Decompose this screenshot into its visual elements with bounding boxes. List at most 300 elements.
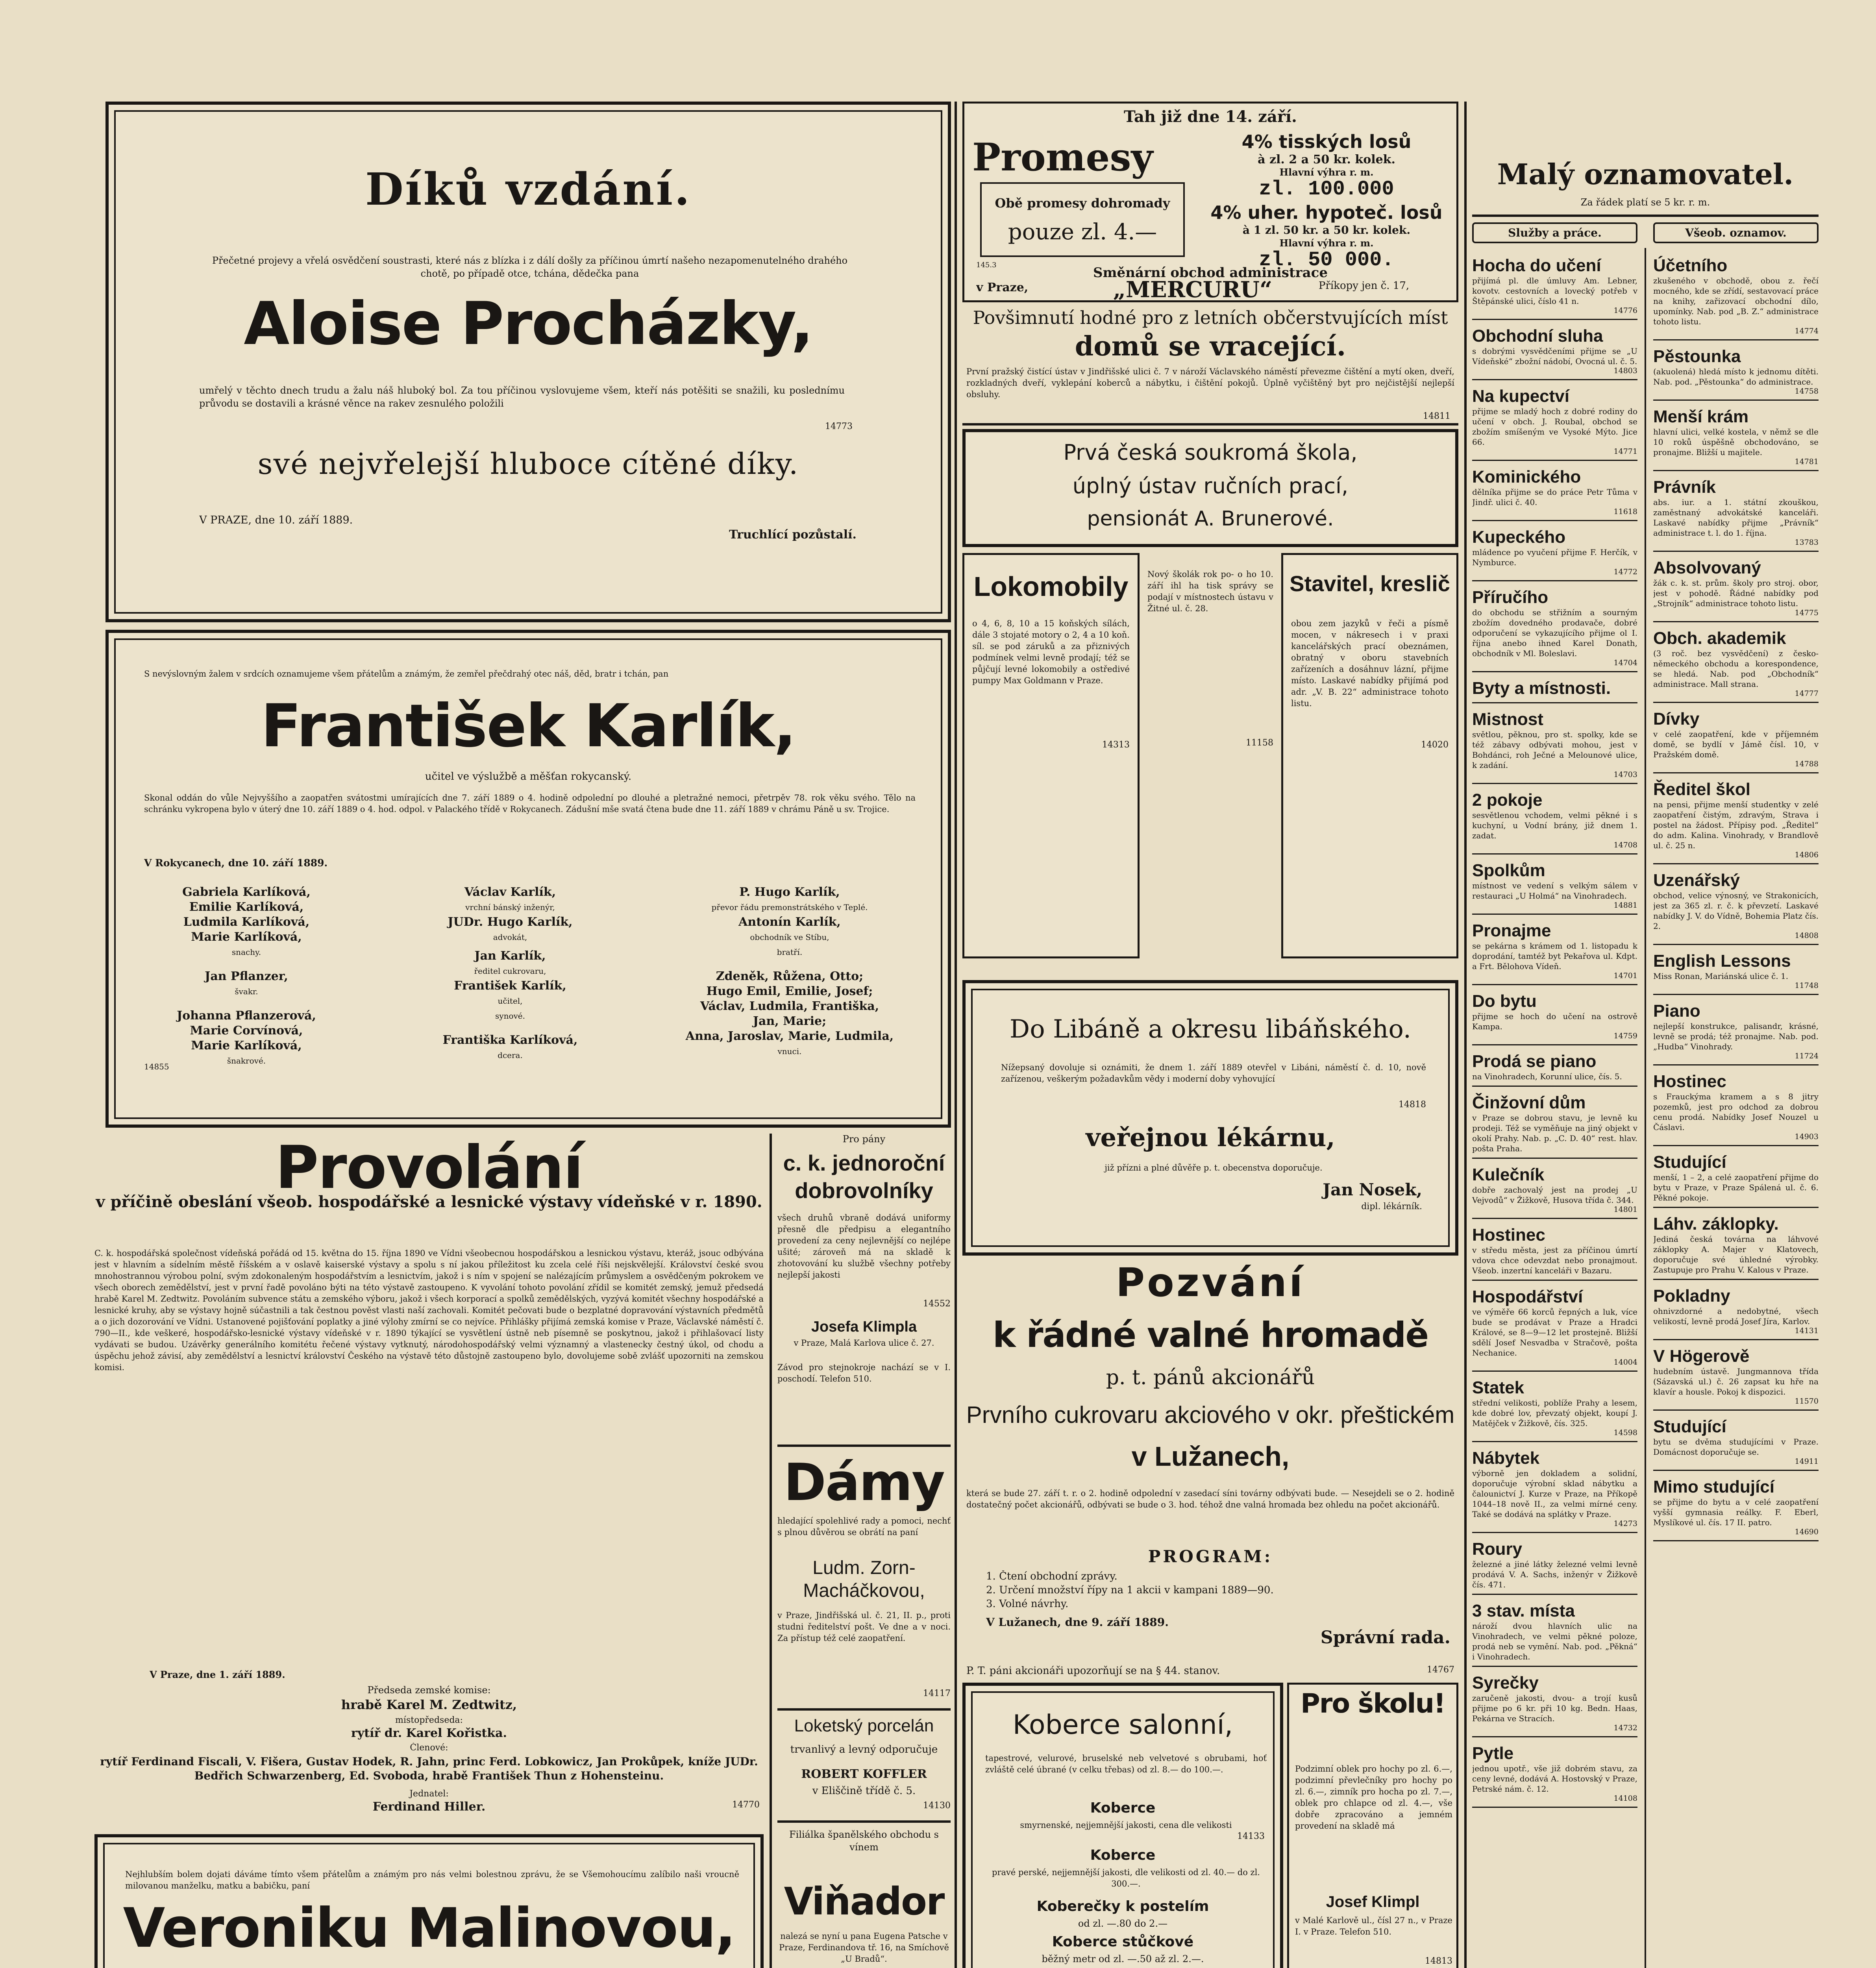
classified-text: žák c. k. st. prům. školy pro stroj. obor, jest v pohodě. Řádné nabídky pod „Strojník“ administrace tohoto listu. bbox=[1653, 578, 1819, 608]
classified-number: 14776 bbox=[1613, 306, 1637, 315]
proclamation-vice-label: místopředseda: bbox=[395, 1715, 463, 1725]
sig: Zdeněk, Růžena, Otto; bbox=[716, 969, 864, 983]
classified-ad bbox=[1472, 861, 1637, 915]
promesy-line6: à 1 zl. 50 kr. a 50 kr. kolek. bbox=[1242, 224, 1411, 237]
classified-text: s dobrými vysvědčeními přijme se „U Vídeňské“ zbožní nádobí, Ovocná ul. č. 5. bbox=[1472, 346, 1637, 366]
classified-number: 14758 bbox=[1795, 387, 1819, 396]
for-school-name: Josef Klimpl bbox=[1326, 1893, 1420, 1911]
thanks-place-date: V PRAZE, dne 10. září 1889. bbox=[199, 514, 353, 526]
classified-heading: Kupeckého bbox=[1472, 527, 1566, 547]
classified-heading: Syrečky bbox=[1472, 1673, 1539, 1692]
classified-number: 14774 bbox=[1795, 327, 1819, 335]
thanks-deceased-name: Aloise Procházky, bbox=[244, 290, 813, 358]
classified-heading: Obchodní sluha bbox=[1472, 326, 1603, 346]
classified-text: dobře zachovalý jest na prodej „U Vejvodů“ v Žižkově, Husova třída č. 344. bbox=[1472, 1185, 1637, 1205]
thanks-signature: Truchlící pozůstalí. bbox=[729, 528, 857, 542]
ad-porcelain bbox=[777, 1716, 951, 1818]
promesy-price: pouze zl. 4.— bbox=[1008, 219, 1157, 245]
sig: Hugo Emil, Emilie, Josef; bbox=[706, 984, 873, 998]
classified-text: zkušeného v obchodě, obou z. řečí mocného, kde se zřídí, sestavovací práce na knihy, zařizovací obchodní dílo, upomínky. Nab. pod „B. Z.“ administrace tohoto listu. bbox=[1653, 276, 1819, 326]
classified-heading: Hospodářství bbox=[1472, 1287, 1583, 1306]
vinador-top: Filiálka španělského obchodu s vínem bbox=[789, 1829, 939, 1853]
invitation-item-3: 3. Volné návrhy. bbox=[986, 1598, 1069, 1610]
sig: advokát, bbox=[493, 932, 527, 942]
classified-text: mládence po vyučení přijme F. Herčík, v Nymburce. bbox=[1472, 547, 1637, 567]
invitation-item-1: 1. Čtení obchodní zprávy. bbox=[986, 1570, 1117, 1582]
proclamation-number: 14770 bbox=[732, 1800, 760, 1810]
classified-text: sesvětlenou vchodem, velmi pěkné i s kuchyní, u Vodní brány, již dnem 1. zadat. bbox=[1472, 810, 1637, 840]
classified-number: 13783 bbox=[1795, 538, 1819, 547]
classified-text: výborně jen dokladem a solidní, doporučuje výrobní sklad nábytku a čalounictví J. Kurze v Praze, na Příkopě 1044–18 nově II., za velmi mírné ceny. Také se dodává na splátky v Praze. bbox=[1472, 1469, 1637, 1519]
for-school-number: 14813 bbox=[1425, 1956, 1452, 1966]
classified-ad bbox=[1653, 407, 1819, 471]
classified-number: 14881 bbox=[1613, 901, 1637, 910]
invitation-title: Pozvání bbox=[1116, 1260, 1305, 1306]
divider bbox=[777, 1445, 951, 1447]
ladies-address: v Praze, Jindřišská ul. č. 21, II. p., proti studni ředitelství pošt. Ve dne a v noci. Za přístup též celé zaopatření. bbox=[777, 1611, 951, 1643]
classified-number: 11724 bbox=[1795, 1052, 1819, 1060]
classifieds-subtitle: Za řádek platí se 5 kr. r. m. bbox=[1580, 197, 1710, 208]
proclamation-secretary: Ferdinand Hiller. bbox=[372, 1800, 486, 1814]
classified-heading: 3 stav. místa bbox=[1472, 1601, 1575, 1620]
classified-ad bbox=[1472, 387, 1637, 461]
sig: učitel, bbox=[498, 996, 523, 1006]
classified-ad bbox=[1472, 527, 1637, 581]
sig: Václav, Ludmila, Františka, bbox=[700, 999, 879, 1013]
classifieds-column-left bbox=[1472, 256, 1637, 1814]
thanks-body: umřelý v těchto dnech trudu a žalu náš hluboký bol. Za tou příčinou vyslovujeme všem, kteří nás potěšiti se snažili, ku poslednímu průvodu se dostavili a krásné věnce na rakev zesnulého položili bbox=[199, 385, 845, 409]
classified-ad bbox=[1653, 1347, 1819, 1411]
promesy-line2: à zl. 2 a 50 kr. kolek. bbox=[1258, 153, 1395, 166]
carpets-k3: Koberečky k postelím bbox=[1036, 1898, 1209, 1914]
classified-number: 14273 bbox=[1613, 1519, 1637, 1528]
builder-title: Stavitel, kreslič bbox=[1290, 571, 1450, 596]
invitation-addressees: p. t. pánů akcionářů bbox=[1106, 1366, 1315, 1389]
classified-number: 14004 bbox=[1613, 1358, 1637, 1367]
classified-heading: Mimo studující bbox=[1653, 1477, 1774, 1496]
classified-ad bbox=[1472, 1378, 1637, 1442]
ad-promesy bbox=[962, 102, 1458, 302]
sig: Marie Karlíková, bbox=[191, 930, 302, 944]
classified-heading: Právník bbox=[1653, 477, 1716, 497]
classified-heading: Dívky bbox=[1653, 709, 1700, 729]
promesy-code: 145.3 bbox=[976, 261, 997, 269]
invitation-subtitle: k řádné valné hromadě bbox=[992, 1315, 1428, 1355]
classified-number: 14598 bbox=[1613, 1428, 1637, 1437]
classified-heading: Ředitel škol bbox=[1653, 780, 1750, 799]
porcelain-address: v Eliščině třídě č. 5. bbox=[812, 1785, 916, 1797]
volunteers-body: všech druhů vbraně dodává uniformy přesně dle předpisu a elegantního provedení za ceny nejlevnější co nejlépe ušité; zároveň má na skladě k zhotovování ku službě všechny potřeby nejlepší jakosti bbox=[777, 1213, 951, 1280]
classified-text: na Vinohradech, Korunní ulice, čís. 5. bbox=[1472, 1072, 1622, 1081]
classified-text: na pensi, přijme menší studentky v zelé zaopatření čistým, zdravým, Strava i postel na žádost. Přípisy pod. „Ředitel“ do adm. Kalina. Vinohrady, v Brandlově ul. č. 25 n. bbox=[1653, 800, 1819, 850]
divider bbox=[962, 423, 1458, 425]
classified-ad bbox=[1472, 1601, 1637, 1667]
classified-heading: Mistnost bbox=[1472, 710, 1543, 729]
school-line1: Prvá česká soukromá škola, bbox=[1063, 440, 1358, 465]
classified-heading: Pronajme bbox=[1472, 921, 1551, 940]
promesy-title: Promesy bbox=[972, 135, 1153, 179]
sig: dcera. bbox=[498, 1051, 523, 1060]
classified-ad bbox=[1472, 790, 1637, 855]
classified-number: 14777 bbox=[1795, 689, 1819, 698]
classified-ad bbox=[1653, 1417, 1819, 1471]
carpets-b2: pravé perské, nejjemnější jakosti, dle velikosti od zl. 40.— do zl. 300.—. bbox=[992, 1868, 1260, 1888]
builder-body: obou zem jazyků v řeči a písmě mocen, v nákresech i v praxi kancelářských prací obeznámen, obratný v oboru stavebních zařízeních a dosáhnuv lázní, přijme místo. Laskavé nabídky přijímá pod adr. „V. B. 22“ administrace tohoto listu. bbox=[1291, 619, 1449, 708]
classified-heading: Obch. akademik bbox=[1653, 629, 1786, 648]
classified-ad bbox=[1653, 347, 1819, 401]
classified-ad bbox=[1653, 1477, 1819, 1541]
classified-text: (3 roč. bez vysvědčení) z česko-německého obchodu a korespondence, se hledá. Nab. pod „Obchodník“ administrace. Mall strana. bbox=[1653, 649, 1819, 689]
sig: šnakrové. bbox=[227, 1056, 266, 1065]
classified-ad bbox=[1472, 1673, 1637, 1737]
classified-heading: Studující bbox=[1653, 1152, 1726, 1172]
classified-ad bbox=[1472, 256, 1637, 320]
classified-number: 14708 bbox=[1613, 841, 1637, 849]
invitation-signature: Správní rada. bbox=[1320, 1628, 1450, 1648]
classified-number: 14903 bbox=[1795, 1132, 1819, 1141]
volunteers-footer: Závod pro stejnokroje nachází se v I. poschodí. Telefon 510. bbox=[777, 1363, 951, 1384]
sig: Marie Karlíková, bbox=[191, 1039, 302, 1052]
classified-ad bbox=[1653, 951, 1819, 995]
classified-text: místnost ve vedení s velkým sálem v restauraci „U Holmá“ na Vinohradech. bbox=[1472, 881, 1637, 901]
classified-heading: Uzenářský bbox=[1653, 871, 1740, 890]
classified-ad bbox=[1653, 1286, 1819, 1340]
sig: snachy. bbox=[231, 947, 261, 957]
divider bbox=[1472, 215, 1819, 217]
sig: ředitel cukrovaru, bbox=[474, 966, 546, 976]
classified-ad bbox=[1653, 780, 1819, 864]
classified-text: se přijme do bytu a v celé zaopatření vyšší gymnasia reálky. F. Eberl, Myslíkové ul. čís. 17 II. patro. bbox=[1653, 1497, 1819, 1527]
invitation-place: V Lužanech, dne 9. září 1889. bbox=[986, 1616, 1169, 1629]
karlik-name: František Karlík, bbox=[261, 692, 796, 760]
builder-number: 14020 bbox=[1421, 740, 1449, 750]
sig: vnuci. bbox=[777, 1047, 802, 1056]
school-line2: úplný ústav ručních prací, bbox=[1072, 474, 1349, 498]
malinova-name: Veroniku Malinovou, bbox=[123, 1896, 735, 1960]
pharmacy-big: veřejnou lékárnu, bbox=[1086, 1123, 1335, 1152]
student-body: Nový školák rok po- o ho 10. září ihl ha tisk správy se podají v místnostech ústavu v Žitné ul. č. 28. bbox=[1147, 570, 1273, 613]
student-number: 11158 bbox=[1246, 738, 1273, 748]
classified-number: 14759 bbox=[1613, 1032, 1637, 1040]
announcement-thanks-prochazka bbox=[105, 102, 951, 622]
classified-number: 11748 bbox=[1795, 981, 1819, 990]
classified-text: železné a jiné látky železné velmi levně prodává V. A. Sachs, inženýr v Žižkově čís. 471. bbox=[1472, 1559, 1637, 1589]
karlik-number: 14855 bbox=[144, 1062, 169, 1071]
promesy-price-box bbox=[980, 182, 1185, 257]
promesy-line1: 4% tisských losů bbox=[1241, 131, 1412, 152]
ad-ladies-1 bbox=[777, 1452, 951, 1704]
classified-text: obchod, velice výnosný, ve Strakonicích, jest za 365 zl. r. č. k převzetí. Laskavé nabídky J. V. do Vídně, Bohemia Platz čís. 2. bbox=[1653, 891, 1819, 931]
classified-ad bbox=[1653, 871, 1819, 945]
classified-ad bbox=[1472, 1093, 1637, 1159]
proclamation-secretary-label: Jednatel: bbox=[409, 1789, 449, 1799]
obituary-karlik bbox=[105, 630, 951, 1128]
classified-ad bbox=[1472, 1225, 1637, 1281]
locomobiles-title: Lokomobily bbox=[973, 571, 1129, 602]
for-school-body: Podzimní oblek pro hochy po zl. 6.—, podzimní převlečníky pro hochy po zl. 6.—, zimník pro hocha po zl. 7.—, oblek pro chlapce od zl. 4.—, vše dobře zpracováno a jemném provedení na skladě má bbox=[1295, 1764, 1452, 1831]
promesy-line5: 4% uher. hypoteč. losů bbox=[1210, 202, 1443, 223]
classified-ad bbox=[1653, 1214, 1819, 1280]
classifieds-tab-services: Služby a práce. bbox=[1472, 222, 1637, 243]
ad-pharmacy-libane bbox=[962, 980, 1458, 1256]
classified-number: 11618 bbox=[1613, 507, 1637, 516]
ad-new-student bbox=[1143, 553, 1277, 958]
classified-ad bbox=[1653, 1072, 1819, 1146]
classified-number: 11570 bbox=[1795, 1397, 1819, 1406]
carpets-number: 14133 bbox=[1237, 1831, 1265, 1841]
classified-ad bbox=[1472, 467, 1637, 521]
cleaning-number: 14811 bbox=[1423, 411, 1450, 421]
invitation-body: která se bude 27. září t. r. o 2. hodině odpolední v zasedací síni továrny odbývati bude. — Nesejdeli se o 2. hodině dostatečný počet akcionářů, odbývati se bude o 3. hod. téhož dne valná hromada bez ohledu na počet akcionářů. bbox=[966, 1489, 1454, 1509]
invitation-footer: P. T. páni akcionáři upozorňují se na § 44. stanov. bbox=[966, 1665, 1220, 1677]
ad-volunteers bbox=[777, 1134, 951, 1441]
ladies-body: hledající spolehlivé rady a pomoci, nechť s plnou důvěrou se obrátí na paní bbox=[777, 1516, 951, 1537]
classified-text: Jediná česká továrna na láhvové záklopky A. Majer v Klatovech, doporučuje své úhledné výrobky. Zastupuje pro Prahu V. Kalous v Praze. bbox=[1653, 1234, 1819, 1274]
classified-text: hlavní ulici, velké kostela, v němž se dle 10 roků úspěšně obchodováno, se pronajme. Bližší u majitele. bbox=[1653, 427, 1819, 457]
promesy-line3: Hlavní výhra r. m. bbox=[1279, 166, 1374, 178]
classified-number: 14806 bbox=[1795, 851, 1819, 859]
proclamation-vice: rytíř dr. Karel Kořistka. bbox=[351, 1726, 507, 1740]
classified-number: 14772 bbox=[1613, 568, 1637, 576]
karlik-signatories-1 bbox=[144, 885, 349, 1068]
classified-heading: Roury bbox=[1472, 1539, 1523, 1559]
cleaning-title: Povšimnutí hodné pro z letních občerstvujících míst bbox=[973, 307, 1448, 328]
proclamation-body: C. k. hospodářská společnost vídeňská pořádá od 15. května do 15. října 1890 ve Vídni všeobecnou hospodářskou a lesnickou výstavu, kteráž, jsouc odbývána jest v hlavním a sídelním městě říšském a v oslavě kaiserské výstavy a spolu s ní jakou příležitost ku zcela celé říši nejskvělejší. Království české svou mnohostrannou výrobou polní, svým zdokonaleným hospodářstvím a lesnictvím, jakož i s ním v spojení se nalézajícím průmyslem a osvědčeným pokrokem ve všech oborech zemědělství, jest v první řadě povoláno býti na této výstavě zastoupeno. K vyvolání tohoto povolání zřídil se komitét zemský, jemuž předsedá hrabě Karel M. Zedtwitz. Povoláním subvence státu a zemského výboru, jakož i všech korporací a spolků zemědělských, vyzývá komitét všechny hospodářské a lesnické kruhy, aby se výstavy hojně súčastnili a tak čestnou pověst vlasti naší zachovali. Komitét pečovati bude o bezplatné dopravování výstavních předmětů a o jich dozorování ve Vídni. Ustanovené pojišťování poplatky a jiné výlohy zmírní se co nejvíce. Přihlášky přijímá zemská komise v Praze, Václavské náměstí č. 790—II., kde veškeré, hospodářsko-lesnické výstavy vídeňské v r. 1890 týkající se vysvětlení ústně neb písemně se poskytnou, jakož i přihlašovací listy vydávati se budou. Uzávěrky generálního komitétu řečené výstavy vytknutý, národohospodářský velmi významný a vlastenecky čestný úkol, od chodu a úspěchu jehož závisí, aby zemědělství a lesnictví království Českého na výstavě této důstojně zastoupeno bylo, dovolujeme sobě zvlášť upozorniti na zemskou komisi. bbox=[94, 1248, 764, 1372]
classified-text: zaručeně jakosti, dvou- a trojí kusů přijme po 6 kr. při 10 kg. Bedn. Haas, Pekárna ve Stracích. bbox=[1472, 1693, 1637, 1723]
proclamation-president: hrabě Karel M. Zedtwitz, bbox=[341, 1697, 517, 1712]
porcelain-number: 14130 bbox=[923, 1801, 951, 1811]
classified-number: 14803 bbox=[1613, 366, 1637, 375]
classified-ad bbox=[1653, 558, 1819, 622]
classified-text: do obchodu se střižním a sourným zbožím dovedného prodavače, dobré odporučení se vykazujícího přijme ol I. října anebo ihned Karel Donath, obchodník v Ml. Boleslavi. bbox=[1472, 608, 1637, 658]
classified-text: v středu města, jest za příčinou úmrtí vdova chce odevzdat nebo pronajmout. Všeob. inzertní kanceláři v Bazaru. bbox=[1472, 1245, 1637, 1275]
promesy-city: v Praze, bbox=[976, 281, 1029, 294]
classified-heading: Statek bbox=[1472, 1378, 1524, 1397]
pharmacy-footer: již přízni a plné důvěře p. t. obecenstva doporučuje. bbox=[1105, 1163, 1323, 1173]
cleaning-title2: domů se vracející. bbox=[1075, 331, 1346, 362]
karlik-signatories-2 bbox=[408, 885, 612, 1063]
classified-ad bbox=[1653, 629, 1819, 703]
school-line3: pensionát A. Brunerové. bbox=[1087, 507, 1334, 531]
classified-number: 14732 bbox=[1613, 1724, 1637, 1732]
classified-text: abs. iur. a 1. státní zkouškou, zaměstnaný advokátské kanceláři. Laskavé nabídky přijme „Právník“ administrace t. l. do 1. října. bbox=[1653, 498, 1819, 538]
pharmacy-signature: Jan Nosek, bbox=[1323, 1180, 1422, 1199]
sig: Jan Pflanzer, bbox=[205, 969, 288, 983]
proclamation bbox=[91, 1134, 768, 1818]
classified-ad bbox=[1472, 588, 1637, 672]
classified-heading: Pokladny bbox=[1653, 1286, 1730, 1306]
sig: P. Hugo Karlík, bbox=[739, 885, 840, 899]
invitation-number: 14767 bbox=[1427, 1665, 1454, 1675]
karlik-body: Skonal oddán do vůle Nejvyššího a zaopatřen svátostmi umírajících dne 7. září 1889 o 4. hodině odpolední po dlouhé a pletražné nemoci, přetrpěv 78. rok věku svého. Tělo na schránku vykropena bylo v úterý dne 10. září 1889 o 4. hod. odpol. v Palackého třídě v Rokycanech. Zádušní mše svatá čtena bude dne 11. září 1889 v chrámu Páně u sv. Trojice. bbox=[144, 793, 916, 814]
proclamation-title: Provolání bbox=[275, 1134, 583, 1202]
ad-for-school bbox=[1287, 1683, 1458, 1968]
proclamation-subtitle: v příčině obeslání všeob. hospodářské a lesnické výstavy vídeňské v r. 1890. bbox=[96, 1193, 762, 1211]
sig: synové. bbox=[495, 1011, 525, 1021]
classified-text: světlou, pěknou, pro st. spolky, kde se též zábavy odbývati mohou, jest v Bohdánci, roh Ječné a Melounové ulice, k zadání. bbox=[1472, 730, 1637, 770]
classified-ad bbox=[1472, 991, 1637, 1045]
sig: vrchní bánský inženýr, bbox=[465, 903, 555, 912]
classified-heading: Hostinec bbox=[1472, 1225, 1545, 1245]
classified-ad bbox=[1653, 1152, 1819, 1208]
promesy-top: Tah již dne 14. září. bbox=[1124, 107, 1297, 126]
thanks-title: Díků vzdání. bbox=[365, 164, 692, 215]
karlik-signatories-3 bbox=[652, 885, 927, 1059]
classified-ad bbox=[1653, 256, 1819, 340]
promesy-both: Obě promesy dohromady bbox=[995, 196, 1170, 211]
classified-heading: Na kupectví bbox=[1472, 387, 1569, 406]
carpets-b3: od zl. —.80 do 2.— bbox=[1078, 1918, 1168, 1929]
invitation-program: PROGRAM: bbox=[1148, 1547, 1273, 1566]
classified-ad bbox=[1472, 710, 1637, 784]
column-rule bbox=[770, 1134, 772, 1968]
classified-number: 14108 bbox=[1613, 1794, 1637, 1803]
volunteers-name: Josefa Klimpla bbox=[811, 1319, 917, 1335]
classified-ad bbox=[1472, 921, 1637, 985]
sig: František Karlík, bbox=[454, 979, 566, 993]
classified-heading: Činžovní dům bbox=[1472, 1093, 1586, 1112]
ad-locomobiles bbox=[962, 553, 1140, 958]
classified-heading: Menší krám bbox=[1653, 407, 1749, 426]
porcelain-body: trvanlivý a levný odporučuje bbox=[790, 1744, 938, 1755]
sig: Emilie Karlíková, bbox=[189, 900, 304, 914]
for-school-title: Pro školu! bbox=[1300, 1689, 1445, 1719]
promesy-line7: Hlavní výhra r. m. bbox=[1279, 237, 1374, 249]
carpets-b4: běžný metr od zl. —.50 až zl. 2.—. bbox=[1042, 1953, 1204, 1964]
classified-text: bytu se dvěma studujícími v Praze. Domácnost doporučuje se. bbox=[1653, 1437, 1819, 1457]
proclamation-place: V Praze, dne 1. září 1889. bbox=[150, 1669, 285, 1680]
classified-heading: 2 pokoje bbox=[1472, 790, 1543, 810]
classified-text: přijme se mladý hoch z dobré rodiny do učení v obch. J. Roubal, obchod se zbožím smíšeným ve Vysoké Mýto. Jice 66. bbox=[1472, 407, 1637, 447]
obituary-malinova bbox=[94, 1834, 764, 1968]
ad-carpets bbox=[962, 1683, 1283, 1968]
promesy-mercur: „MERCURU“ bbox=[1113, 277, 1273, 302]
classified-number: 14781 bbox=[1795, 457, 1819, 466]
pharmacy-title: Do Libáně a okresu libáňského. bbox=[1009, 1015, 1412, 1044]
carpets-k2: Koberce bbox=[1090, 1847, 1156, 1863]
sig: JUDr. Hugo Karlík, bbox=[448, 915, 573, 929]
classified-number: 14131 bbox=[1795, 1326, 1819, 1335]
divider bbox=[777, 1708, 951, 1711]
classified-ad bbox=[1472, 1287, 1637, 1372]
ad-school-brunerova bbox=[962, 429, 1458, 547]
for-school-address: v Malé Karlově ul., čísl 27 n., v Praze I. v Praze. Telefon 510. bbox=[1295, 1916, 1452, 1937]
classified-text: se pekárna s krámem od 1. listopadu k doprodání, tamtéž byt Pekařova ul. Kdpt. a Frt. Bělohova Vídeň. bbox=[1472, 941, 1637, 971]
locomobiles-number: 14313 bbox=[1102, 740, 1130, 750]
ladies-name: Ludm. Zorn-Macháčkovou, bbox=[803, 1557, 925, 1601]
volunteers-top: Pro pány bbox=[842, 1134, 886, 1145]
classified-heading: English Lessons bbox=[1653, 951, 1791, 971]
porcelain-title: Loketský porcelán bbox=[794, 1716, 934, 1735]
carpets-k1: Koberce bbox=[1090, 1800, 1156, 1816]
classified-ad bbox=[1653, 1001, 1819, 1065]
pharmacy-number: 14818 bbox=[1399, 1100, 1426, 1110]
classified-number: 14701 bbox=[1613, 971, 1637, 980]
classified-text: dělníka přijme se do práce Petr Tůma v Jindř. ulici č. 40. bbox=[1472, 487, 1637, 507]
classified-text: jednou upotř., vše již dobrém stavu, za ceny levné, dodává A. Hostovský v Praze, Petrské nám. č. 12. bbox=[1472, 1764, 1637, 1794]
ad-vinador bbox=[777, 1828, 951, 1968]
proclamation-members-label: Členové: bbox=[410, 1743, 448, 1753]
classified-text: nejlepší konstrukce, palisandr, krásné, levně se prodá; též pronajme. Nab. pod. „Hudba“ Vinohrady. bbox=[1653, 1021, 1819, 1051]
classified-heading: Absolvovaný bbox=[1653, 558, 1761, 577]
classified-heading: Prodá se piano bbox=[1472, 1052, 1597, 1071]
classified-ad bbox=[1472, 1448, 1637, 1533]
ad-builder bbox=[1281, 553, 1458, 958]
sig: Františka Karlíková, bbox=[442, 1033, 578, 1047]
column-rule bbox=[1464, 102, 1467, 1968]
locomobiles-body: o 4, 6, 8, 10 a 15 koňských sílách, dále 3 stojaté motory o 2, 4 a 10 koň. síl. se pod záruků a za přiznivých podmínek velmi levně prodají; též se půjčují levné lokomobily a ostředivé pumpy Max Goldmann v Praze. bbox=[972, 619, 1130, 685]
divider bbox=[777, 1820, 951, 1823]
promesy-line8: zl. 50 000. bbox=[1259, 248, 1394, 272]
ladies-number: 14117 bbox=[923, 1689, 951, 1698]
classified-number: 14788 bbox=[1795, 760, 1819, 768]
porcelain-name: ROBERT KOFFLER bbox=[801, 1767, 927, 1781]
classified-heading: Kominického bbox=[1472, 467, 1581, 486]
classified-text: nároží dvou hlavních ulic na Vinohradech, ve velmi pěkné poloze, prodá neb se vymění. Nab. pod. „Pěkná“ i Vinohradech. bbox=[1472, 1621, 1637, 1661]
classifieds-column-right bbox=[1653, 256, 1819, 1548]
sig: převor řádu premonstrátského v Teplé. bbox=[711, 903, 868, 912]
classified-ad bbox=[1653, 709, 1819, 773]
classified-text: Miss Ronan, Mariánská ulice č. 1. bbox=[1653, 971, 1789, 981]
proclamation-president-label: Předseda zemské komise: bbox=[367, 1685, 491, 1696]
classified-text: ohnivzdorné a nedobytné, všech velikostí, levně prodá Josef Jíra, Karlov. bbox=[1653, 1306, 1819, 1326]
classified-heading: Nábytek bbox=[1472, 1448, 1540, 1468]
classified-number: 14771 bbox=[1613, 447, 1637, 456]
column-rule bbox=[955, 102, 957, 1968]
volunteers-title: c. k. jednoroční dobrovolníky bbox=[783, 1150, 945, 1203]
karlik-place: V Rokycanech, dne 10. září 1889. bbox=[144, 857, 328, 869]
karlik-intro: S nevýslovným žalem v srdcích oznamujeme všem přátelům a známým, že zemřel přečdrahý otec náš, děd, bratr i tchán, pan bbox=[144, 669, 669, 679]
sig: bratří. bbox=[777, 947, 803, 957]
proclamation-members: rytíř Ferdinand Fiscali, V. Fišera, Gustav Hodek, R. Jahn, princ Ferd. Lobkowicz, Jan Prokůpek, kníže JUDr. Bedřich Schwarzenberg, Ed. Svoboda, hrabě František Thun z Hohensteinu. bbox=[100, 1755, 758, 1782]
carpets-body: tapestrové, velurové, bruselské neb velvetové s obrubami, hoť zvláště celé úbrané (v celku třebas) od zl. 8.— do 100.—. bbox=[985, 1753, 1267, 1774]
carpets-k4: Koberce stůčkové bbox=[1052, 1934, 1194, 1950]
volunteers-number: 14552 bbox=[923, 1299, 951, 1309]
classified-heading: Spolkům bbox=[1472, 861, 1545, 880]
classified-number: 14775 bbox=[1795, 609, 1819, 617]
classified-ad bbox=[1472, 1052, 1637, 1087]
cleaning-body: První pražský čistící ústav v Jindřišské ulici č. 7 v nároží Václavského náměstí převezme čištění a mytí oken, dveří, rozkladných dveří, vyklepání koberců a nábytku, i čištění pokojů. Úplně vyčištěný byt pro nejčistější nejlepší obsluhy. bbox=[966, 367, 1454, 399]
classified-number: 14808 bbox=[1795, 931, 1819, 940]
promesy-bank: Směnární obchod administrace bbox=[1093, 265, 1328, 281]
classifieds-title: Malý oznamovatel. bbox=[1497, 157, 1794, 191]
classifieds bbox=[1472, 142, 1819, 1968]
sig: Johanna Pflanzerová, bbox=[177, 1009, 316, 1023]
classified-heading: Pytle bbox=[1472, 1744, 1514, 1763]
classified-text: střední velikosti, poblíže Prahy a lesem, kde dobré lov, převzatý objekt, koupí J. Matějček v Žižkově, čís. 325. bbox=[1472, 1398, 1637, 1428]
classified-ad bbox=[1472, 326, 1637, 380]
classified-text: s Frauckýma kramem a s 8 jitry pozemků, jest pro odchod za dobrou cenu prodá. Nabídky Josef Nouzel u Čáslavi. bbox=[1653, 1092, 1819, 1132]
classified-ad bbox=[1472, 1539, 1637, 1595]
volunteers-address: v Praze, Malá Karlova ulice č. 27. bbox=[794, 1338, 934, 1348]
sig: Marie Corvínová, bbox=[190, 1024, 303, 1038]
sig: švakr. bbox=[235, 987, 258, 996]
classified-text: (akuolená) hledá místo k jednomu dítěti. Nab. pod. „Pěstounka“ do administrace. bbox=[1653, 367, 1819, 387]
invitation-item-2: 2. Určení množství řípy na 1 akcii v kampani 1889—90. bbox=[986, 1584, 1274, 1596]
classified-heading: Účetního bbox=[1653, 256, 1728, 275]
thanks-intro: Přečetné projevy a vřelá osvědčení soustrasti, které nás z blízka i z dálí došly za příčinou úmrtí našeho nezapomenutelného drahého chotě, po případě otce, tchána, dědečka pana bbox=[212, 255, 848, 279]
classified-heading: Hostinec bbox=[1653, 1072, 1726, 1091]
promesy-address: Příkopy jen č. 17, bbox=[1319, 280, 1410, 292]
column-rule bbox=[1645, 248, 1646, 1968]
classified-text: hudebním ústavě. Jungmannova třída (Sázavská ul.) č. 26 zapsat ku hře na klavír a housle. Pokoj k dispozici. bbox=[1653, 1367, 1819, 1396]
classified-number: 14690 bbox=[1795, 1528, 1819, 1536]
classified-text: přijme se hoch do učení na ostrově Kampa. bbox=[1472, 1012, 1637, 1031]
sig: Václav Karlík, bbox=[464, 885, 556, 899]
promesy-line4: zl. 100.000 bbox=[1259, 178, 1394, 201]
classified-heading: Studující bbox=[1653, 1417, 1726, 1436]
classified-heading: Hocha do učení bbox=[1472, 256, 1601, 275]
